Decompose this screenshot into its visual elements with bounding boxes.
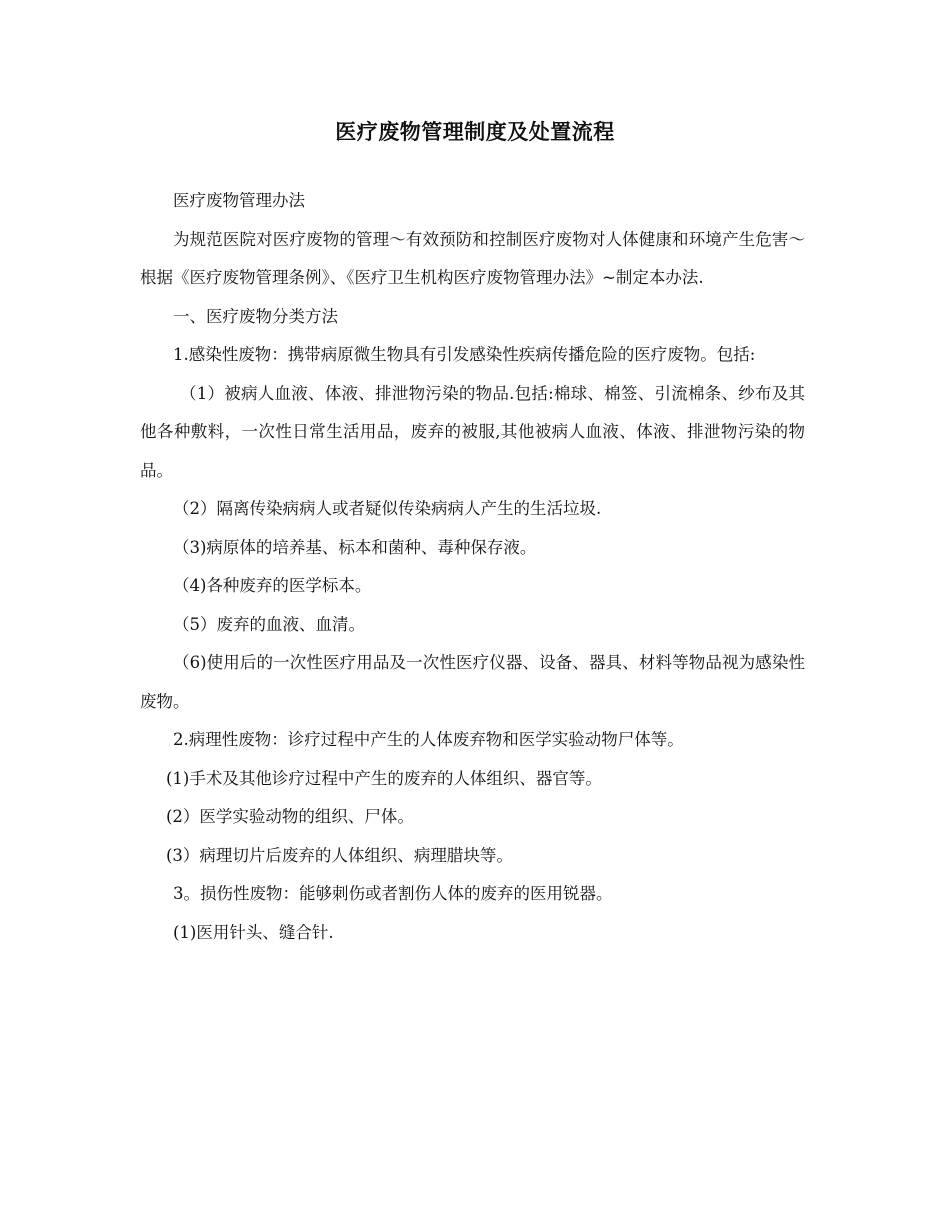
paragraph-pathological-item-2: (2）医学实验动物的组织、尸体。 — [166, 807, 414, 826]
paragraph-section-heading: 医疗废物管理办法 — [173, 191, 305, 210]
paragraph-sharps-item-1: (1)医用针头、缝合针. — [173, 922, 334, 942]
paragraph-pathological-waste: 2.病理性废物：诊疗过程中产生的人体废弃物和医学实验动物尸体等。 — [173, 730, 684, 749]
paragraph-item-5: （5）废弃的血液、血清。 — [173, 614, 365, 634]
paragraph-item-1: （1）被病人血液、体液、排泄物污染的物品.包括:棉球、棉签、引流棉条、纱布及其他各种敷料，一次性日常生活用品，废弃的被服,其他被病人血液、体液、排泄物污染的物品。 — [140, 383, 805, 480]
document-title: 医疗废物管理制度及处置流程 — [335, 119, 615, 144]
paragraph-pathological-item-1: (1)手术及其他诊疗过程中产生的废弃的人体组织、器官等。 — [166, 768, 602, 788]
paragraph-item-4: （4)各种废弃的医学标本。 — [173, 576, 372, 595]
paragraph-infectious-waste: 1.感染性废物：携带病原微生物具有引发感染性疾病传播危险的医疗废物。包括: — [173, 345, 756, 364]
paragraph-intro: 为规范医院对医疗废物的管理～有效预防和控制医疗废物对人体健康和环境产生危害～根据《医疗废物管理条例》、《医疗卫生机构医疗废物管理办法》~制定本办法. — [140, 229, 805, 287]
paragraph-pathological-item-3: (3）病理切片后废弃的人体组织、病理腊块等。 — [166, 845, 513, 865]
document-body — [140, 182, 805, 952]
paragraph-item-3: （3)病原体的培养基、标本和菌种、毒种保存液。 — [173, 537, 537, 557]
paragraph-sharps-waste: 3。损伤性废物：能够刺伤或者割伤人体的废弃的医用锐器。 — [173, 884, 613, 903]
paragraph-classification-heading: 一、医疗废物分类方法 — [173, 306, 338, 326]
paragraph-item-6: （6)使用后的一次性医疗用品及一次性医疗仪器、设备、器具、材料等物品视为感染性废物。 — [140, 653, 805, 711]
paragraph-item-2: （2）隔离传染病病人或者疑似传染病病人产生的生活垃圾. — [173, 499, 602, 518]
